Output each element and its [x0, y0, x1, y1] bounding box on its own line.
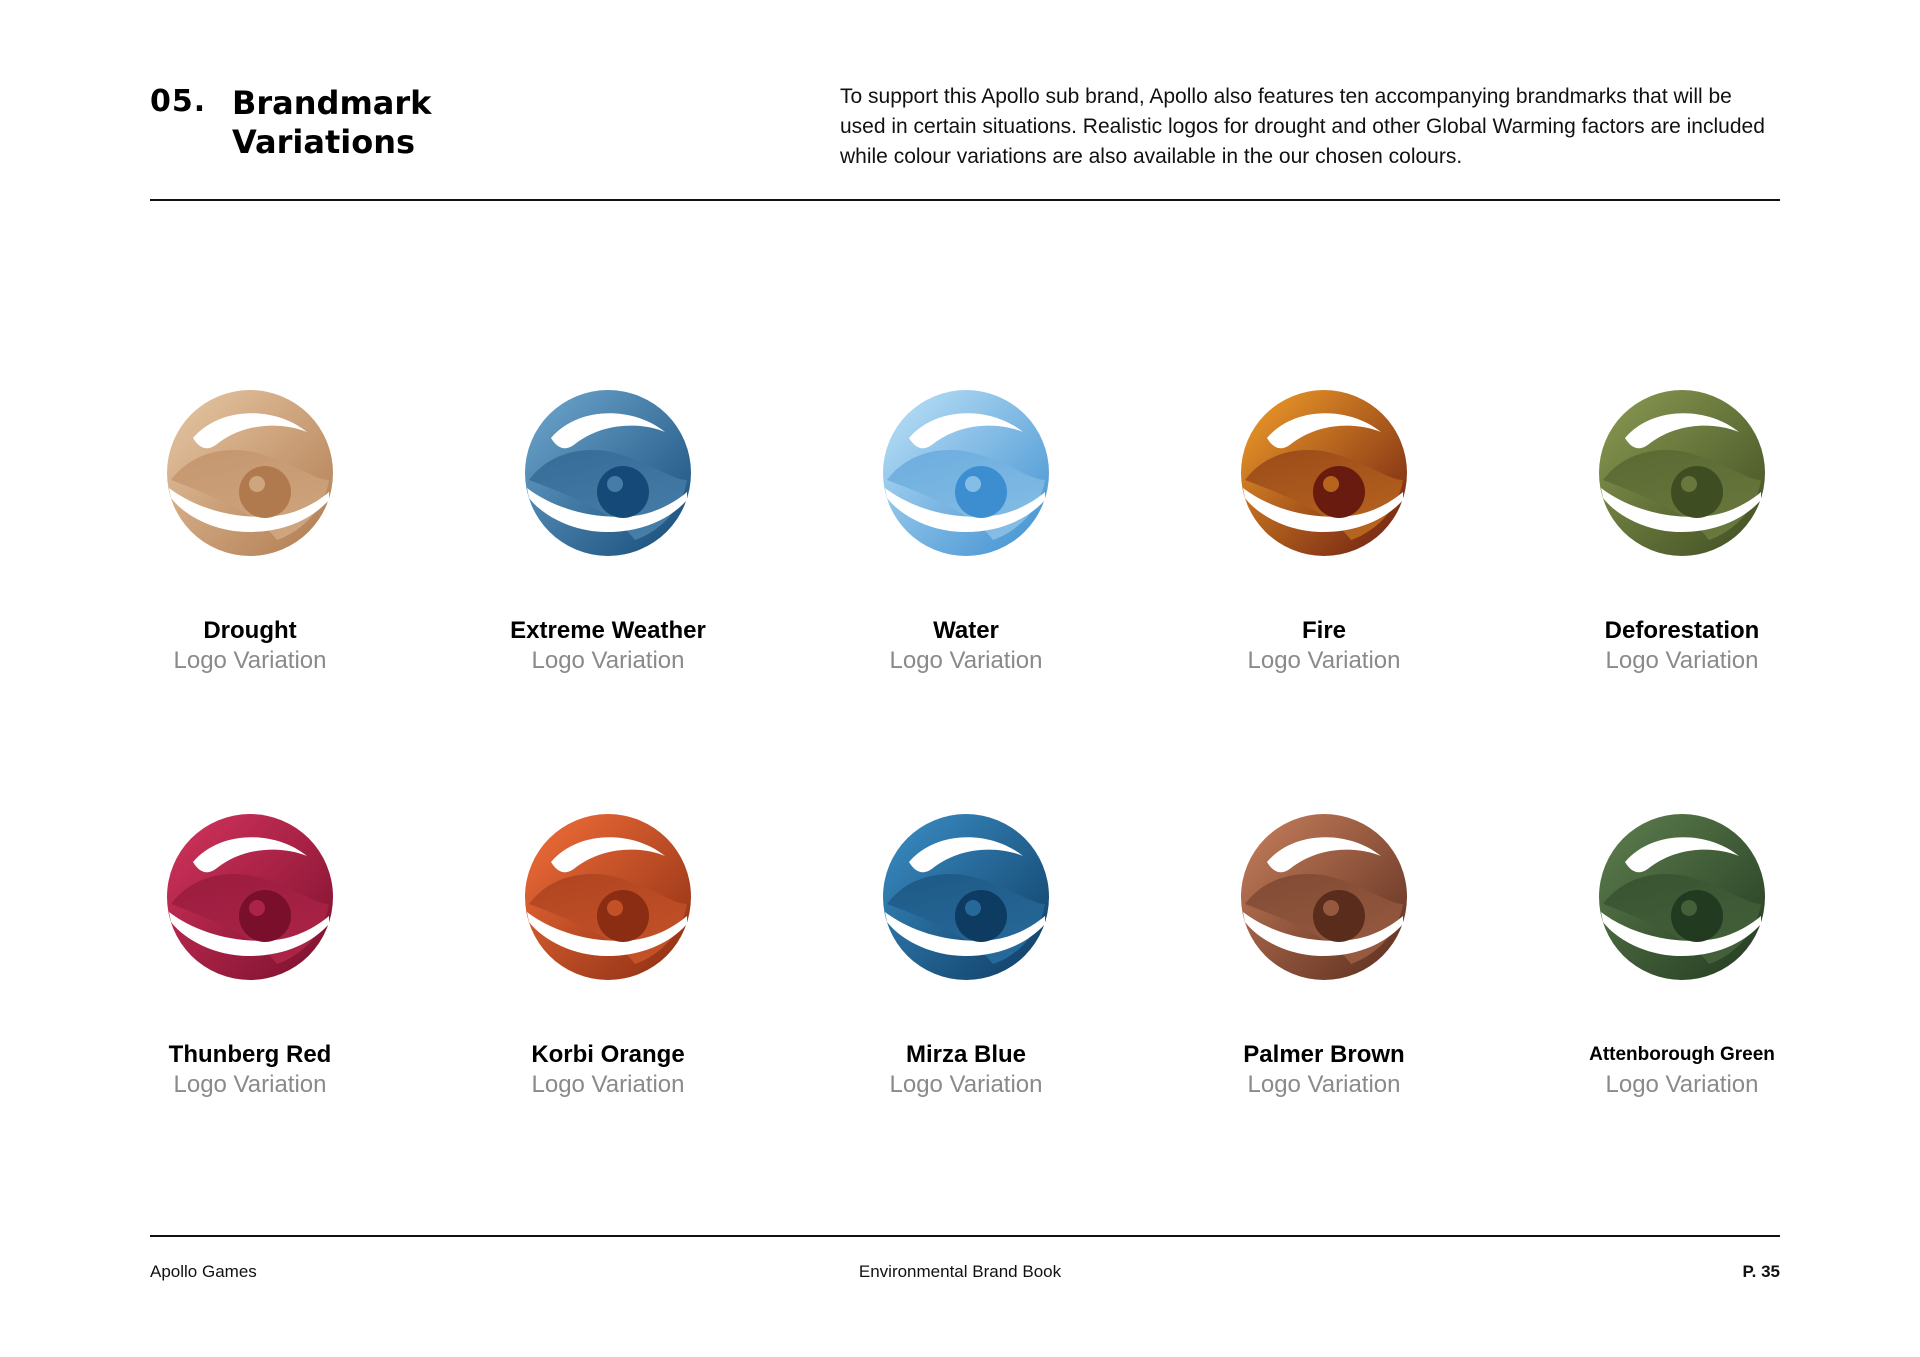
logo-subtitle: Logo Variation — [173, 647, 327, 674]
logo-card — [1174, 812, 1474, 1100]
logo-card — [1532, 388, 1832, 676]
intro-paragraph: To support this Apollo sub brand, Apollo also features ten accompanying brandmarks that will be used in certain situations. Realistic logos for drought and other Global Warming factors are included while colour variations are also available in the our chosen colours. — [840, 85, 1765, 168]
extreme-weather-logo-icon — [523, 388, 693, 558]
logo-name: Thunberg Red — [168, 1041, 332, 1068]
korbi-orange-logo-icon — [523, 812, 693, 982]
logo-subtitle: Logo Variation — [1605, 647, 1759, 674]
logo-subtitle: Logo Variation — [531, 1071, 685, 1098]
logo-card — [100, 388, 400, 676]
water-logo-icon — [881, 388, 1051, 558]
logo-subtitle: Logo Variation — [889, 647, 1043, 674]
logo-name: Attenborough Green — [1589, 1044, 1775, 1065]
footer-page-number: P. 35 — [1742, 1262, 1780, 1281]
section-number: 05. — [150, 84, 207, 119]
logo-card — [1532, 812, 1832, 1100]
logo-subtitle: Logo Variation — [1247, 1071, 1401, 1098]
logo-name: Extreme Weather — [510, 617, 706, 644]
logo-name: Fire — [1301, 617, 1346, 644]
mirza-blue-logo-icon — [881, 812, 1051, 982]
logo-card — [458, 388, 758, 676]
attenborough-green-logo-icon — [1597, 812, 1767, 982]
bottom-divider — [150, 1235, 1780, 1237]
logo-card — [100, 812, 400, 1100]
logo-subtitle: Logo Variation — [1247, 647, 1401, 674]
logo-card — [816, 812, 1116, 1100]
logo-name: Palmer Brown — [1243, 1041, 1405, 1068]
logo-card — [1174, 388, 1474, 676]
logo-subtitle: Logo Variation — [889, 1071, 1043, 1098]
logo-subtitle: Logo Variation — [173, 1071, 327, 1098]
section-title-line-2: Variations — [232, 123, 416, 161]
logo-name: Water — [933, 617, 999, 644]
logo-name: Deforestation — [1604, 617, 1760, 644]
footer-document-title: Environmental Brand Book — [858, 1262, 1062, 1281]
logo-subtitle: Logo Variation — [531, 647, 685, 674]
thunberg-red-logo-icon — [165, 812, 335, 982]
deforestation-logo-icon — [1597, 388, 1767, 558]
fire-logo-icon — [1239, 388, 1409, 558]
logo-card — [816, 388, 1116, 676]
logo-subtitle: Logo Variation — [1605, 1071, 1759, 1098]
logo-name: Mirza Blue — [905, 1041, 1027, 1068]
palmer-brown-logo-icon — [1239, 812, 1409, 982]
logo-card — [458, 812, 758, 1100]
logo-name: Drought — [203, 617, 297, 644]
logo-name: Korbi Orange — [531, 1041, 685, 1068]
footer-company: Apollo Games — [150, 1262, 257, 1281]
drought-logo-icon — [165, 388, 335, 558]
section-title-line-1: Brandmark — [232, 84, 432, 122]
